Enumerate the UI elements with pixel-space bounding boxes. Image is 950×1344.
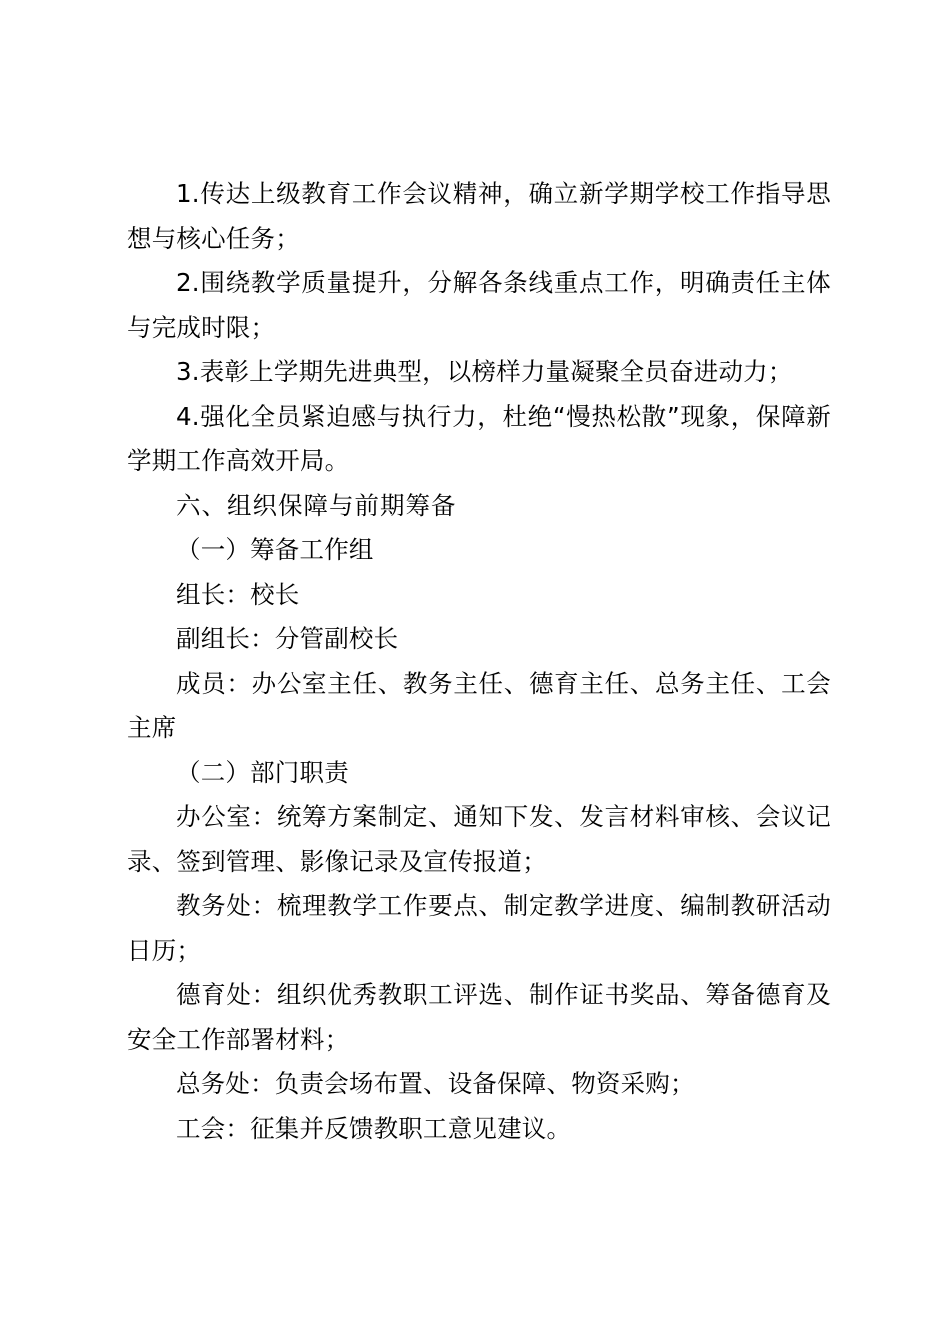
goal-item-2: 2.围绕教学质量提升，分解各条线重点工作，明确责任主体与完成时限； — [127, 268, 831, 342]
goal-item-4: 4.强化全员紧迫感与执行力，杜绝“慢热松散”现象，保障新学期工作高效开局。 — [127, 401, 831, 475]
section-heading-6: 六、组织保障与前期筹备 — [176, 490, 457, 520]
duty-office: 办公室：统筹方案制定、通知下发、发言材料审核、会议记录、签到管理、影像记录及宣传报道； — [127, 802, 831, 876]
team-deputy-leader: 副组长：分管副校长 — [176, 624, 399, 653]
subsection-heading-1: （一）筹备工作组 — [176, 535, 374, 564]
duty-trade-union: 工会：征集并反馈教职工意见建议。 — [176, 1113, 572, 1143]
goal-item-1: 1.传达上级教育工作会议精神，确立新学期学校工作指导思想与核心任务； — [127, 179, 831, 253]
duty-moral-education: 德育处：组织优秀教职工评选、制作证书奖品、筹备德育及安全工作部署材料； — [127, 980, 831, 1054]
team-leader: 组长：校长 — [176, 579, 300, 609]
document-body — [127, 172, 831, 1151]
team-members: 成员：办公室主任、教务主任、德育主任、总务主任、工会主席 — [127, 668, 831, 742]
subsection-heading-2: （二）部门职责 — [176, 757, 349, 787]
goal-item-3: 3.表彰上学期先进典型，以榜样力量凝聚全员奋进动力； — [176, 357, 793, 386]
duty-academic-affairs: 教务处：梳理教学工作要点、制定教学进度、编制教研活动日历； — [127, 891, 831, 965]
duty-general-affairs: 总务处：负责会场布置、设备保障、物资采购； — [176, 1069, 695, 1098]
